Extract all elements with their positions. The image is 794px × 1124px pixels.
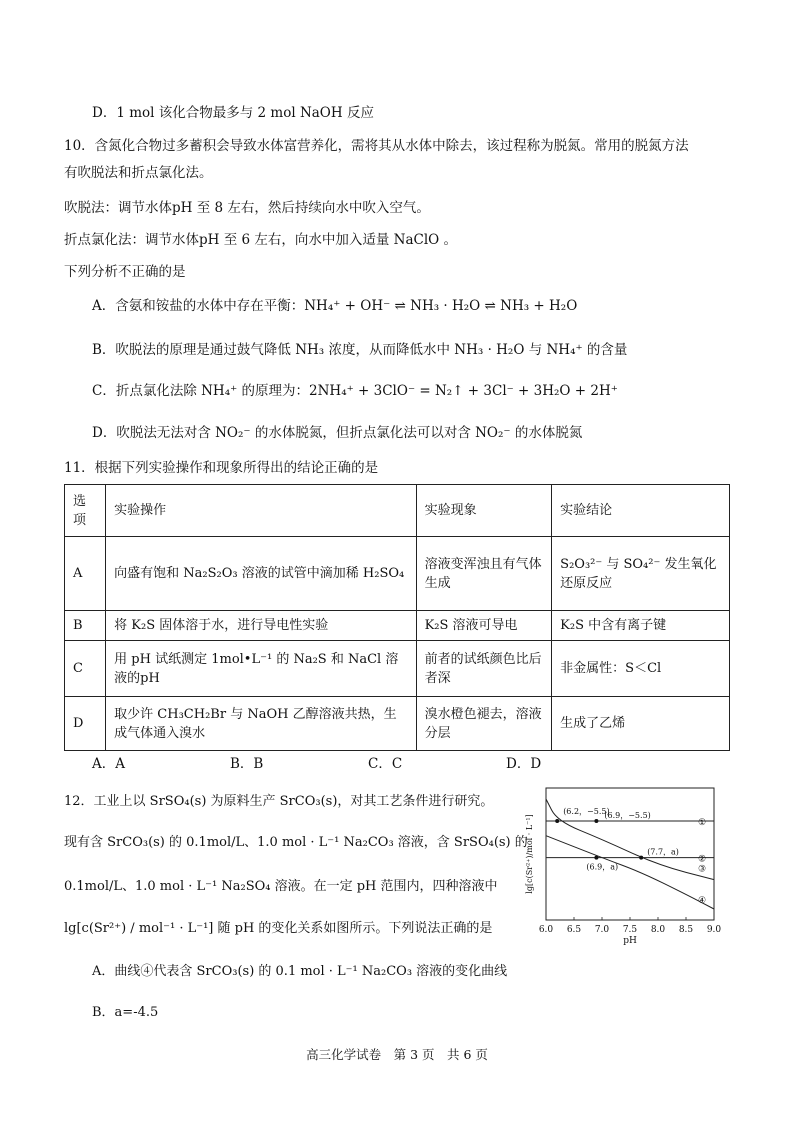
x-tick-label: 6.5: [566, 925, 582, 935]
q11-option-c: C．C: [368, 756, 403, 772]
q10-chlorination-method: 折点氯化法：调节水体pH 至 6 左右，向水中加入适量 NaClO 。: [64, 232, 458, 248]
cell-phenomenon: 溶液变浑浊且有气体生成: [416, 537, 552, 611]
annotation-label: (6.2，−5.5): [563, 807, 610, 816]
q12-stem-line3: 0.1mol/L、1.0 mol · L⁻¹ Na₂SO₄ 溶液。在一定 pH 范围内，四种溶液中: [64, 879, 498, 894]
q12-stem-line4: lg[c(Sr²⁺) / mol⁻¹ · L⁻¹] 随 pH 的变化关系如图所示。下列说法正确的是: [64, 921, 493, 936]
cell-phenomenon: 前者的试纸颜色比后者深: [416, 641, 552, 697]
annotation-label: (6.9，a): [586, 862, 619, 872]
x-tick-label: 7.0: [594, 925, 610, 935]
q11-option-a: A．A: [92, 756, 125, 772]
q10-question: 下列分析不正确的是: [64, 264, 186, 280]
q11-table: [64, 484, 730, 751]
cell-conclusion: 非金属性：S＜Cl: [552, 641, 730, 697]
table-header-row: [65, 485, 730, 537]
header-phenomenon: 实验现象: [416, 485, 552, 537]
header-option: 选项: [65, 485, 106, 537]
annotation-point: [594, 856, 598, 860]
y-axis-label: lg[c(Sr²⁺)/mol · L⁻¹]: [525, 814, 534, 894]
q10-option-a: A．含氨和铵盐的水体中存在平衡：NH₄⁺ + OH⁻ ⇌ NH₃ · H₂O ⇌ NH₃ + H₂O: [92, 298, 578, 314]
x-tick-label: 6.0: [538, 925, 554, 935]
cell-conclusion: 生成了乙烯: [552, 697, 730, 751]
q11-option-d: D．D: [506, 756, 542, 772]
q10-blow-method: 吹脱法：调节水体pH 至 8 左右，然后持续向水中吹入空气。: [64, 200, 430, 216]
annotation-point: [555, 819, 559, 823]
cell-operation: 将 K₂S 固体溶于水，进行导电性实验: [106, 611, 416, 641]
annotation-point: [639, 856, 643, 860]
q10-stem-line2: 有吹脱法和折点氯化法。: [64, 165, 213, 181]
cell-operation: 取少许 CH₃CH₂Br 与 NaOH 乙醇溶液共热，生成气体通入溴水: [106, 697, 416, 751]
cell-conclusion: S₂O₃²⁻ 与 SO₄²⁻ 发生氧化还原反应: [552, 537, 730, 611]
q12-stem-line1: 12．工业上以 SrSO₄(s) 为原料生产 SrCO₃(s)，对其工艺条件进行研究。: [64, 794, 494, 809]
q12-option-a: A．曲线④代表含 SrCO₃(s) 的 0.1 mol · L⁻¹ Na₂CO₃ 溶液的变化曲线: [92, 964, 508, 979]
cell-operation: 向盛有饱和 Na₂S₂O₃ 溶液的试管中滴加稀 H₂SO₄: [106, 537, 416, 611]
x-axis-label: pH: [623, 936, 637, 946]
x-tick-label: 9.0: [706, 925, 722, 935]
cell-phenomenon: K₂S 溶液可导电: [416, 611, 552, 641]
header-operation: 实验操作: [106, 485, 416, 537]
q12-chart: [518, 780, 728, 950]
x-tick-label: 7.5: [622, 925, 638, 935]
series-label-2: ②: [697, 854, 707, 865]
q12-option-b: B．a=-4.5: [92, 1005, 159, 1020]
series-label-3: ③: [697, 864, 707, 875]
header-conclusion: 实验结论: [552, 485, 730, 537]
q10-option-c: C．折点氯化法除 NH₄⁺ 的原理为：2NH₄⁺ + 3ClO⁻ = N₂↑ + 3Cl⁻ + 3H₂O + 2H⁺: [92, 383, 618, 399]
table-row: [65, 611, 730, 641]
cell-label: C: [65, 641, 106, 697]
q11-option-b: B．B: [230, 756, 264, 772]
series-label-4: ④: [697, 896, 707, 906]
series-label-1: ①: [697, 818, 707, 828]
x-tick-label: 8.5: [678, 925, 694, 935]
cell-phenomenon: 溴水橙色褪去，溶液分层: [416, 697, 552, 751]
q10-option-b: B．吹脱法的原理是通过鼓气降低 NH₃ 浓度，从而降低水中 NH₃ · H₂O 与 NH₄⁺ 的含量: [92, 342, 628, 358]
table-row: [65, 537, 730, 611]
cell-label: B: [65, 611, 106, 641]
annotation-label: (7.7，a): [647, 847, 679, 857]
cell-conclusion: K₂S 中含有离子键: [552, 611, 730, 641]
annotation-label: (6.9，−5.5): [604, 811, 651, 820]
table-row: [65, 697, 730, 751]
q10-option-d: D．吹脱法无法对含 NO₂⁻ 的水体脱氮，但折点氯化法可以对含 NO₂⁻ 的水体脱氮: [92, 425, 583, 441]
annotation-point: [594, 819, 598, 823]
q10-stem-line1: 10．含氮化合物过多蓄积会导致水体富营养化，需将其从水体中除去，该过程称为脱氮。常用的脱氮方法: [64, 138, 689, 154]
q12-stem-line2: 现有含 SrCO₃(s) 的 0.1mol/L、1.0 mol · L⁻¹ Na₂CO₃ 溶液，含 SrSO₄(s) 的: [64, 835, 528, 850]
q11-options: [92, 754, 644, 774]
q11-stem: 11．根据下列实验操作和现象所得出的结论正确的是: [64, 460, 379, 476]
table-row: [65, 641, 730, 697]
x-tick-label: 8.0: [650, 925, 666, 935]
cell-operation: 用 pH 试纸测定 1mol•L⁻¹ 的 Na₂S 和 NaCl 溶液的pH: [106, 641, 416, 697]
cell-label: D: [65, 697, 106, 751]
cell-label: A: [65, 537, 106, 611]
page-footer: 高三化学试卷 第 3 页 共 6 页: [306, 1047, 488, 1062]
series-line-4: [546, 836, 714, 909]
q9-option-d: D．1 mol 该化合物最多与 2 mol NaOH 反应: [92, 105, 374, 121]
